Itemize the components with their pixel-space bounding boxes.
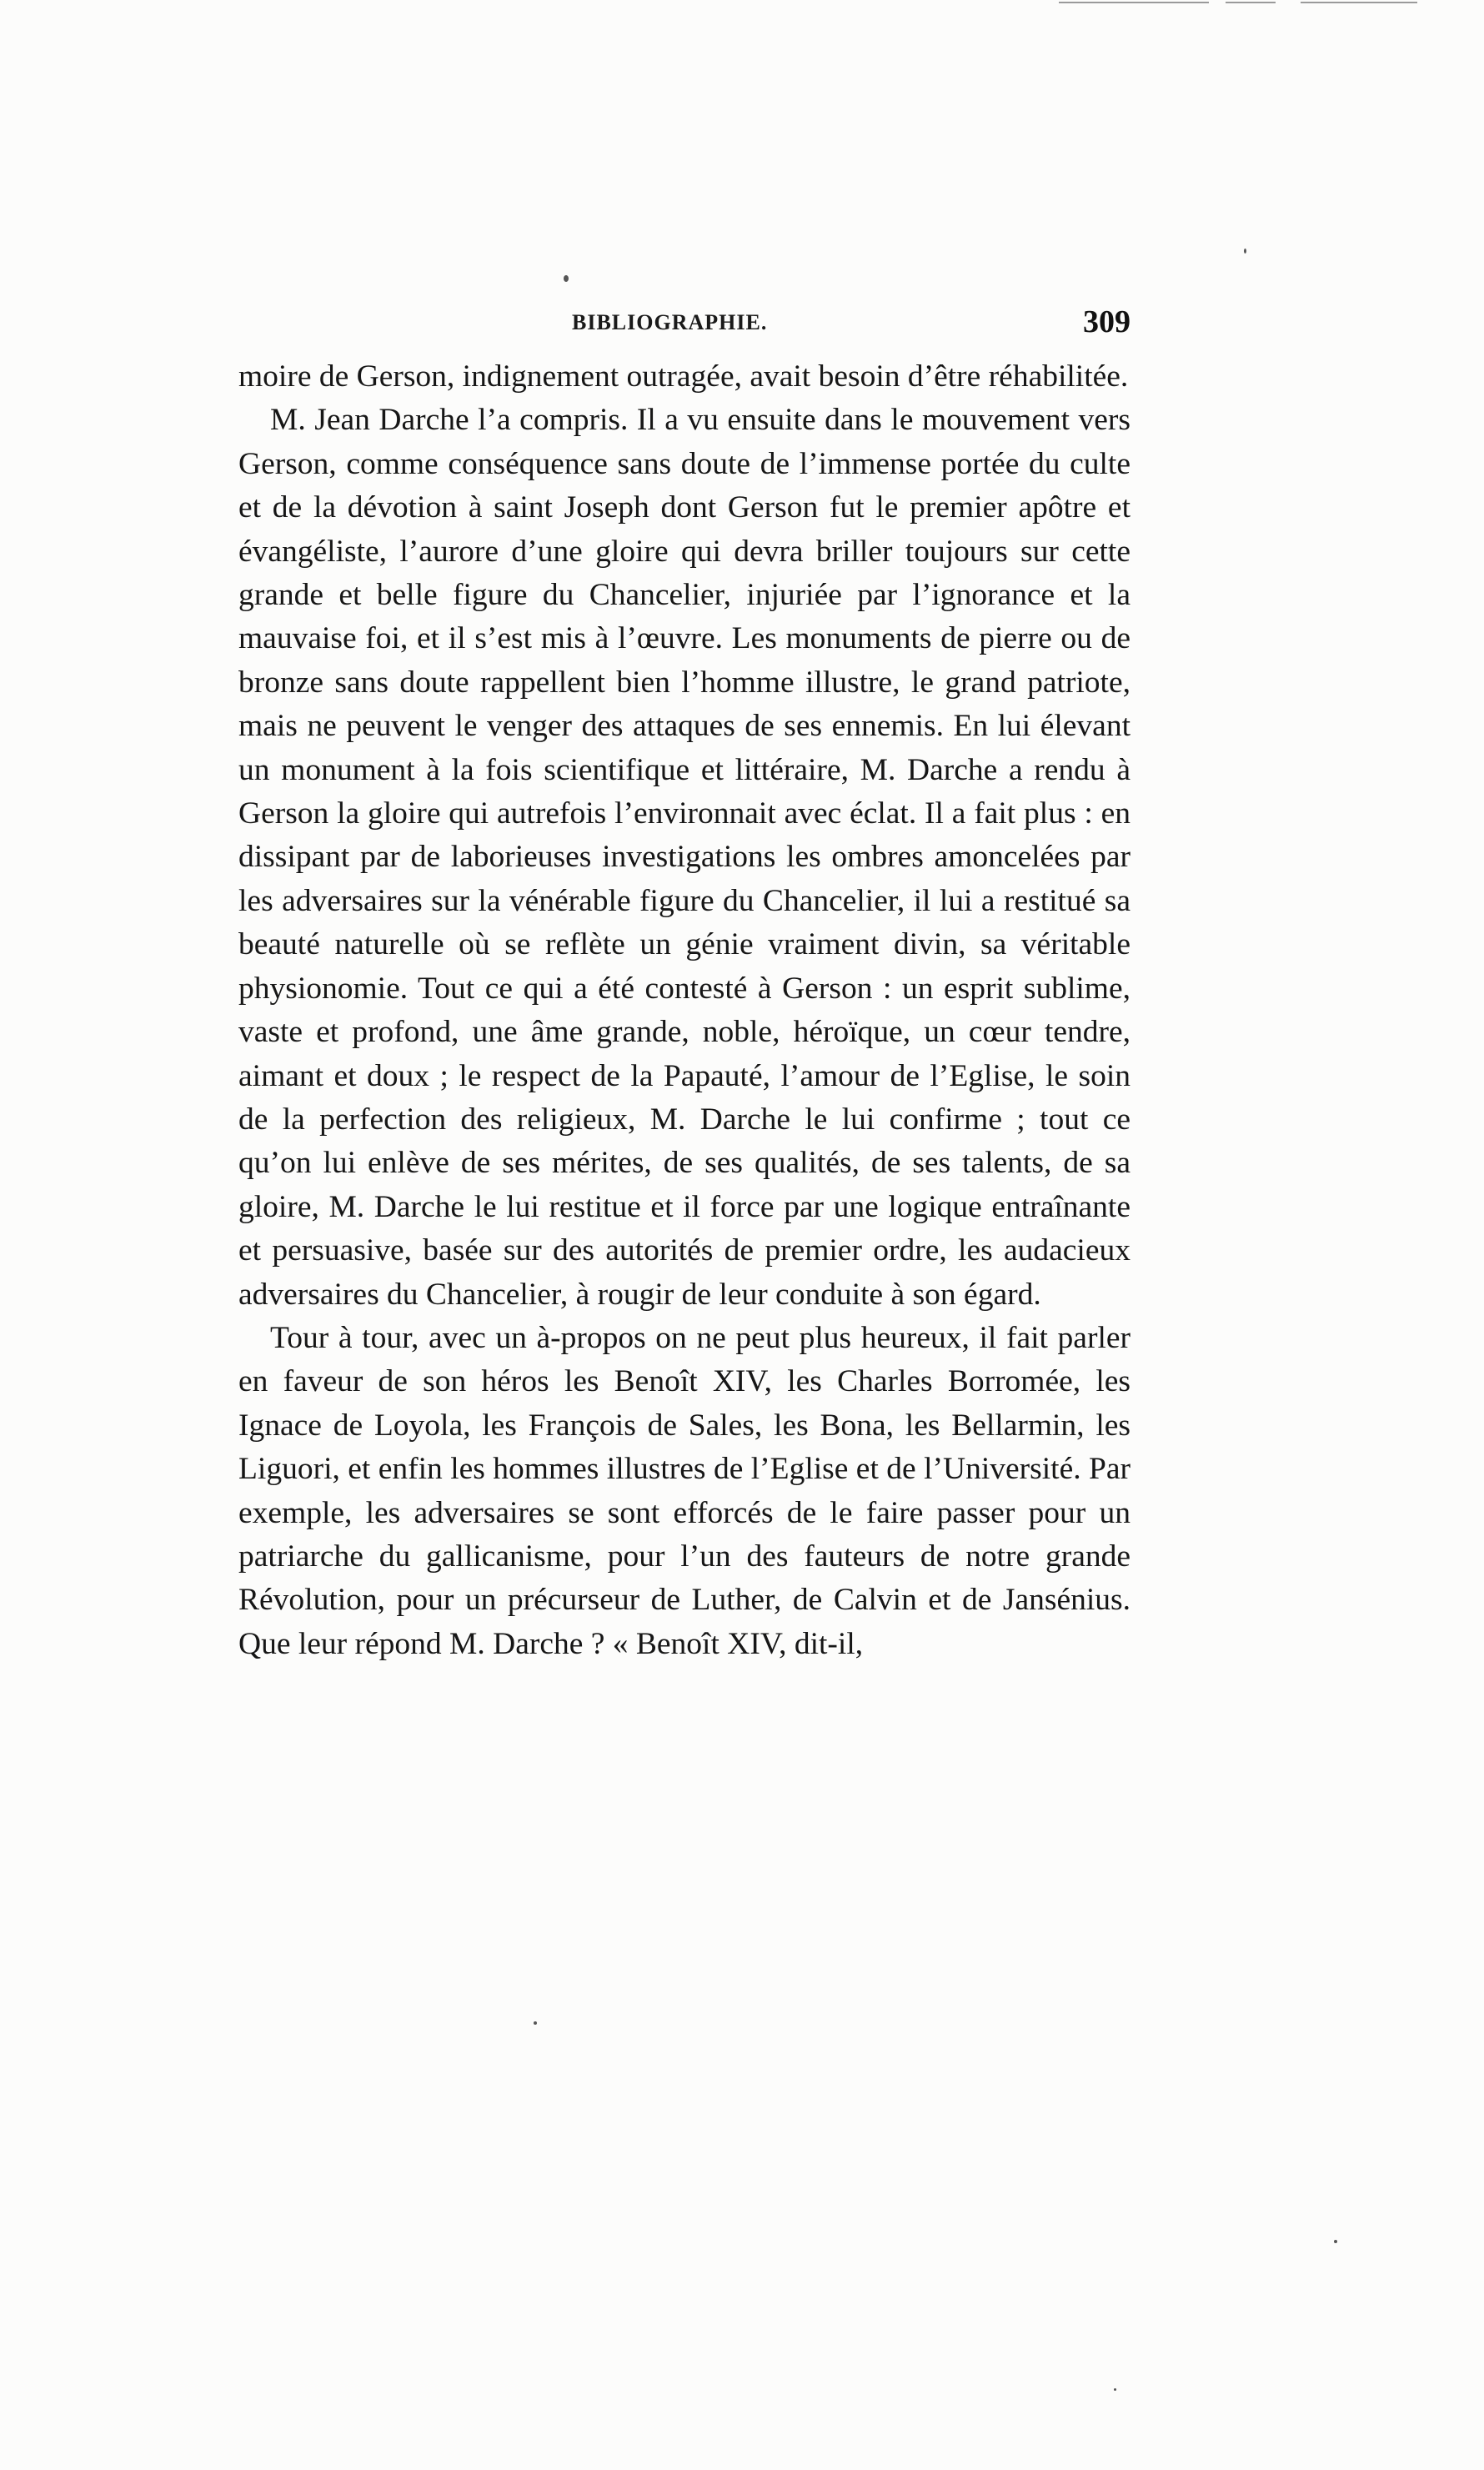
paragraph: Tour à tour, avec un à-propos on ne peut plus heureux, il fait parler en faveur de son héros les Benoît XIV, les Charles Borromée, les Ignace de Loyola, les François de Sales, les Bona, les Bellarmin, les Liguori, et enfin les hommes illustres de l’Eglise et de l’Université. Par exemple, les adversaires se sont efforcés de le faire passer pour un patriarche du gallicanisme, pour l’un des fauteurs de notre grande Révolution, pour un précurseur de Luther, de Calvin et de Jansénius. Que leur répond M. Darche ? « Benoît XIV, dit-il, — [238, 1320, 1131, 1661]
scan-edge-mark — [1301, 2, 1417, 3]
paragraph: moire de Gerson, indignement outragée, avait besoin d’être réhabilitée. — [238, 359, 1129, 394]
ink-speck — [1114, 2388, 1116, 2391]
ink-speck — [1334, 2240, 1337, 2243]
scan-edge-mark — [1226, 2, 1276, 3]
scan-edge-mark — [1059, 2, 1209, 3]
running-head: BIBLIOGRAPHIE. — [572, 310, 768, 334]
paragraph: M. Jean Darche l’a compris. Il a vu ensuite dans le mouvement vers Gerson, comme conséquence sans doute de l’immense portée du culte et de la dévotion à saint Joseph dont Gerson fut le premier apôtre et évangéliste, l’aurore d’une gloire qui devra briller toujours sur cette grande et belle figure du Chancelier, injuriée par l’ignorance et la mauvaise foi, et il s’est mis à l’œuvre. Les monuments de pierre ou de bronze sans doute rappellent bien l’homme illustre, le grand patriote, mais ne peuvent le venger des attaques de ses ennemis. En lui élevant un monument à la fois scientifique et littéraire, M. Darche a rendu à Gerson la gloire qui autrefois l’environnait avec éclat. Il a fait plus : en dissipant par de laborieuses investigations les ombres amoncelées par les adversaires sur la vénérable figure du Chancelier, il lui a restitué sa beauté naturelle où se reflète un génie vraiment divin, sa véritable physionomie. Tout ce qui a été contesté à Gerson : un esprit sublime, vaste et profond, une âme grande, noble, héroïque, un cœur tendre, aimant et doux ; le respect de la Papauté, l’amour de l’Eglise, le soin de la perfection des religieux, M. Darche le lui confirme ; tout ce qu’on lui enlève de ses mérites, de ses qualités, de ses talents, de sa gloire, M. Darche le lui restitue et il force par une logique entraînante et persuasive, basée sur des autorités de premier ordre, les audacieux adversaires du Chancelier, à rougir de leur conduite à son égard. — [238, 403, 1131, 1312]
page-number: 309 — [1083, 304, 1131, 339]
ink-speck — [534, 2021, 537, 2025]
ink-speck — [564, 275, 569, 282]
body-text — [238, 355, 1131, 1666]
ink-speck — [1244, 249, 1246, 254]
page-header — [238, 305, 1131, 347]
